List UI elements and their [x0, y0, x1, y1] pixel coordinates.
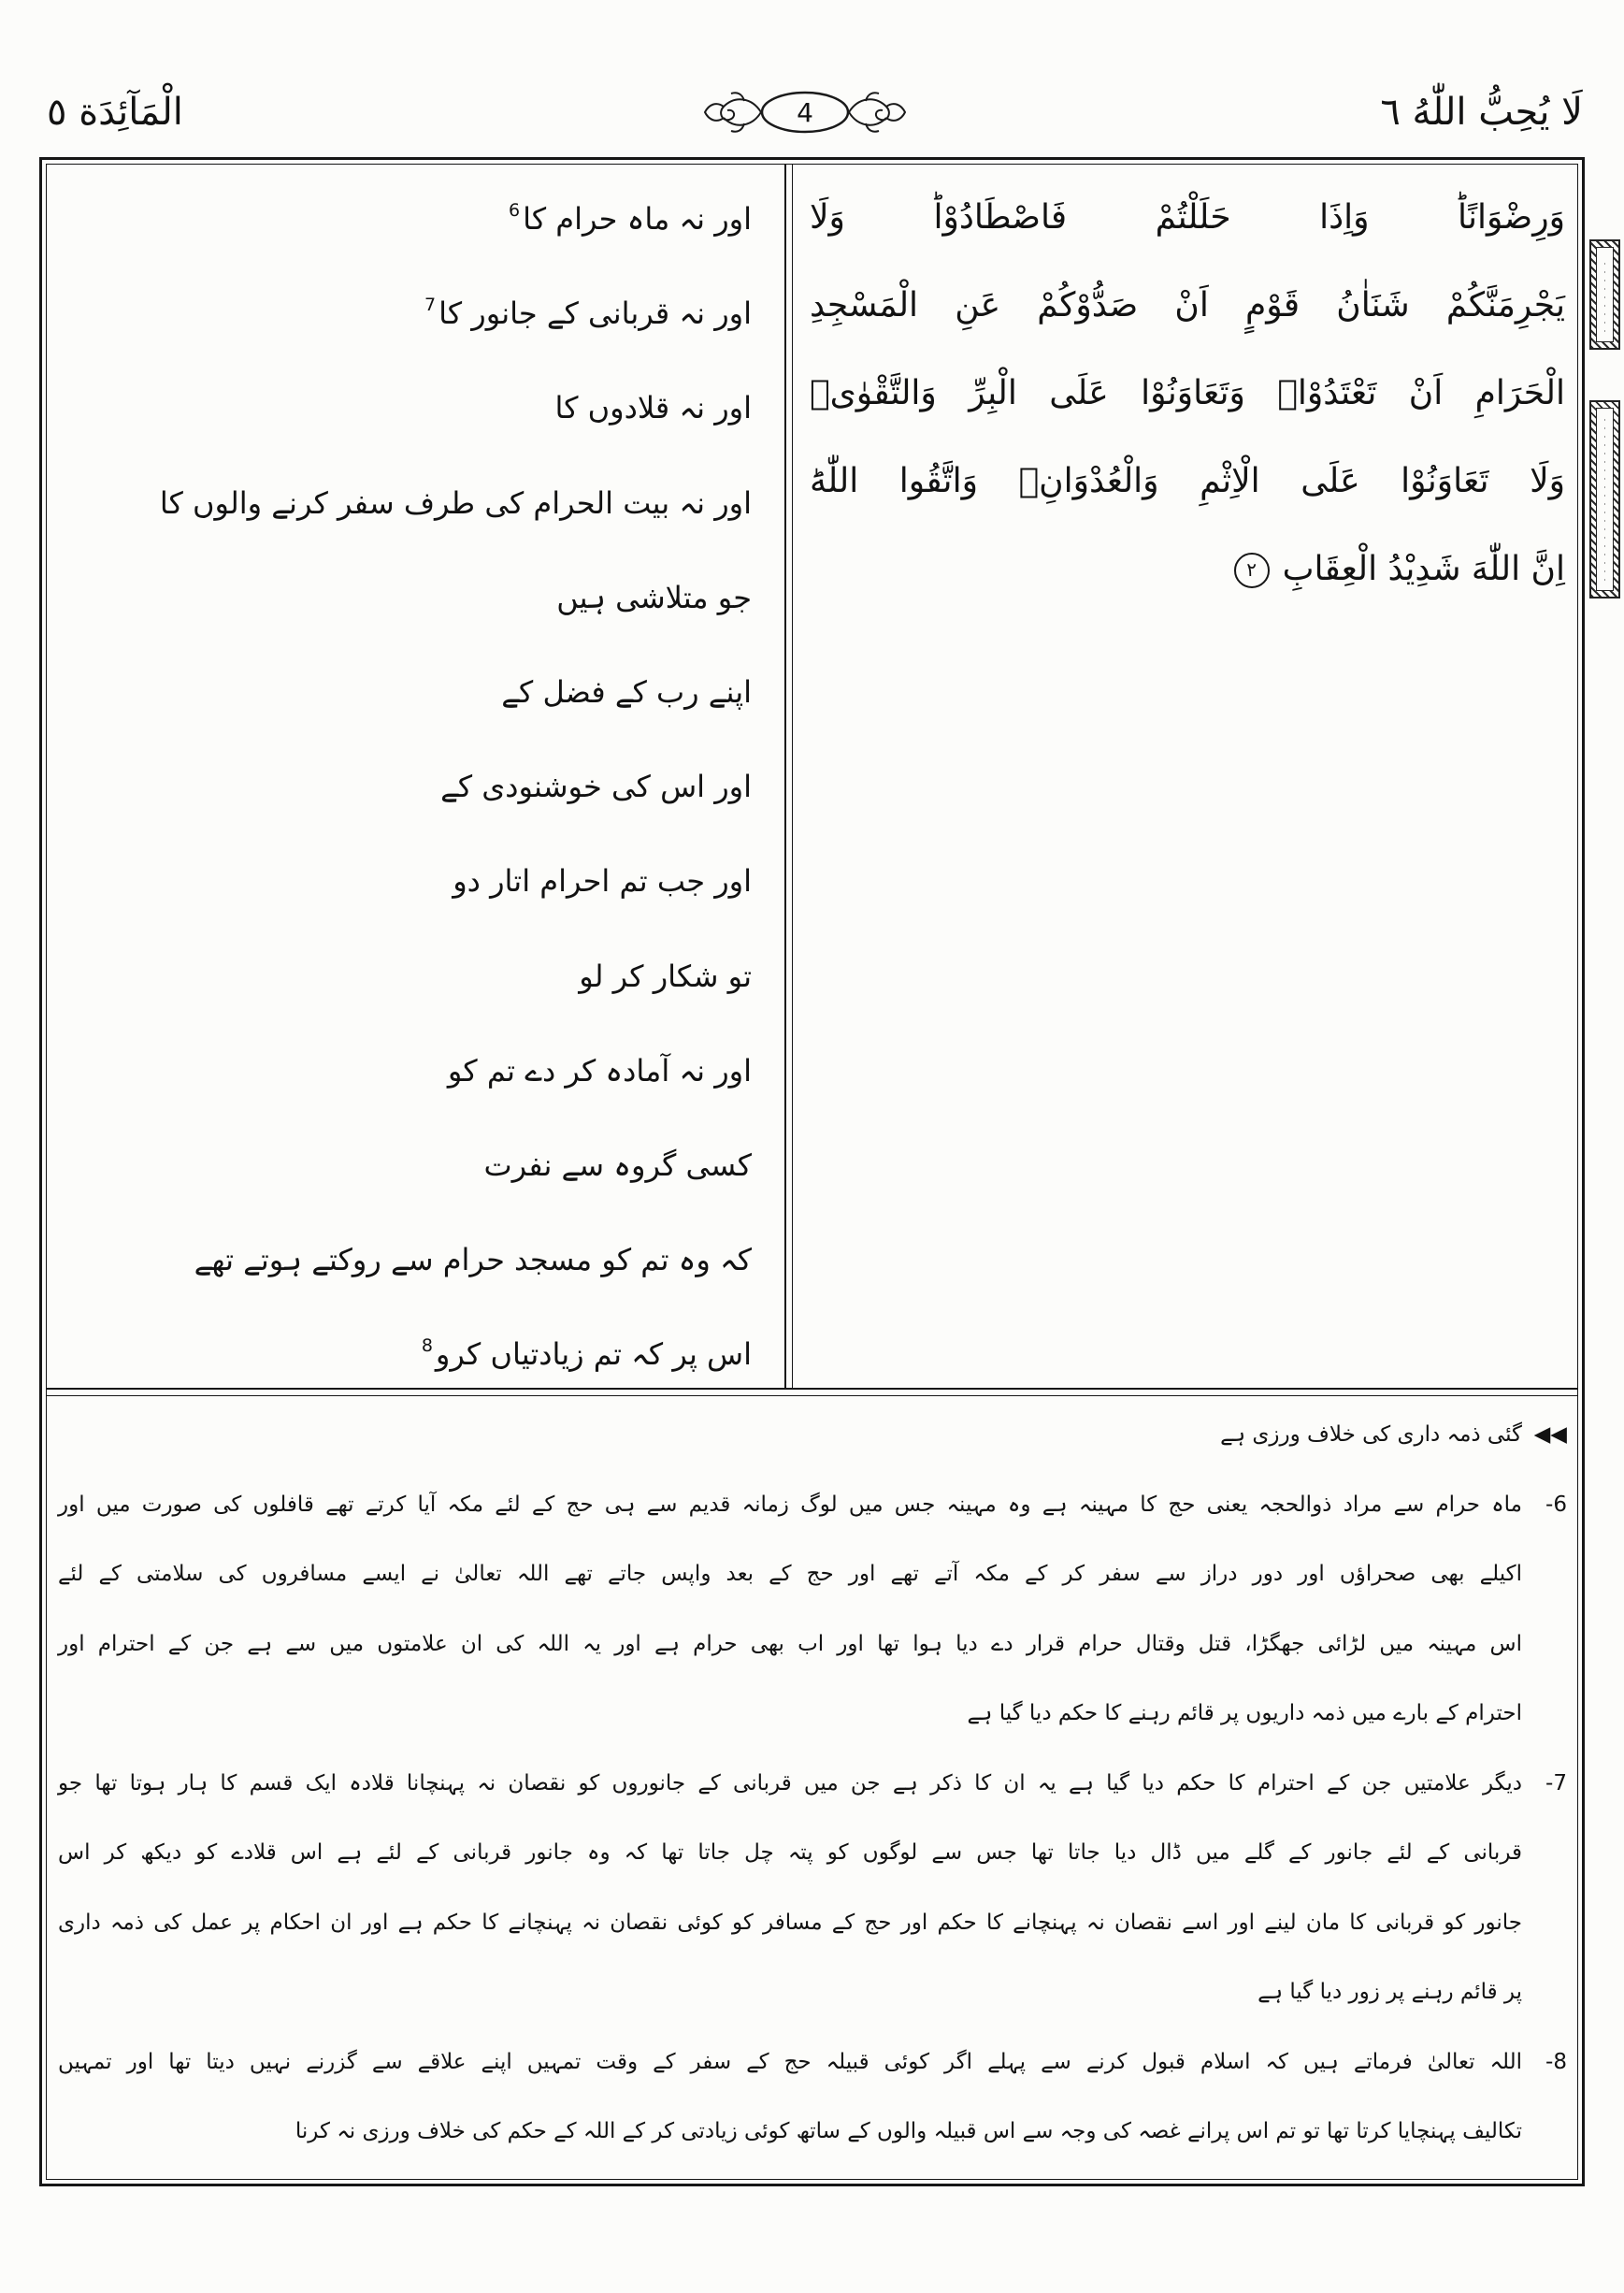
arabic-text-column [810, 174, 1565, 613]
footnote-text: ماہ حرام سے مراد ذوالحجہ یعنی حج کا مہینہ ہے وہ مہینہ جس میں لوگ زمانہ قدیم سے ہی حج کے لئے مکہ آیا کرتے تھے قافلوں کی صورت میں اور [58, 1492, 1522, 1517]
translation-line: تو شکار کر لو [579, 958, 752, 994]
translation-line: اپنے رب کے فضل کے [501, 673, 752, 710]
translation-text: اس پر کہ تم زیادتیاں کرو [435, 1336, 752, 1373]
footnote-text: اللہ تعالیٰ فرماتے ہیں کہ اسلام قبول کرنے سے پہلے اگر کوئی قبیلہ حج کے سفر کے وقت تمہیں اپنے علاقے سے گزرنے نہیں دیتا تھا اور تمہیں [58, 2049, 1522, 2074]
continuation-marker: ◀◀ [1533, 1422, 1567, 1447]
footnote-line: اکیلے بھی صحراؤں اور دور دراز سے سفر کر کے مکہ آتے تھے اور حج کے بعد واپس جاتے تھے اللہ تعالیٰ نے ایسے مسافروں کی سلامتی کے لئے [58, 1562, 1522, 1586]
footnote-line [58, 1749, 1569, 1819]
footnote-line [58, 2027, 1569, 2098]
header-surah-name: الْمَآئِدَة ٥ [47, 91, 183, 134]
footnote-line: اس مہینہ میں لڑائی جھگڑا، قتل وقتال حرام قرار دے دیا ہوا تھا اور اب بھی حرام ہے اور یہ اللہ کی ان علامتوں میں سے ہے جن کے احترام اور [58, 1631, 1522, 1656]
page-number-ornament [699, 86, 911, 138]
footnote-line: پر قائم رہنے پر زور دیا گیا ہے [1258, 1980, 1522, 2004]
footnote-line: قربانی کے لئے جانور کے گلے میں ڈال دیا جاتا تھا جس سے لوگوں کو پتہ چل جاتا تھا کہ وہ جانور قربانی کے لئے ہے اس قلادے کو دیکھ کر اس [58, 1840, 1522, 1865]
arabic-line: وَلَا تَعَاوَنُوْا عَلَى الْاِثْمِ وَالْعُدْوَانِۖ وَاتَّقُوا اللّٰهَؕ [810, 462, 1565, 500]
translation-line: اور جب تم احرام اتار دو [453, 863, 752, 900]
translation-line: اور نہ آمادہ کر دے تم کو [447, 1052, 752, 1089]
translation-text: اور نہ ماہ حرام کا [523, 201, 752, 237]
footnote-number: 6- [1545, 1492, 1567, 1517]
footnotes-section [58, 1400, 1569, 2167]
footnote-continuation [58, 1400, 1569, 1470]
footnote-number: 7- [1545, 1770, 1567, 1795]
footnote-ref: 7 [424, 295, 437, 316]
margin-marker-inner [1596, 247, 1614, 342]
arabic-line [810, 526, 1565, 613]
footnote-line: جانور کو قربانی کا مان لینے اور اسے نقصان نہ پہنچانے کا حکم اور حج کے مسافر کو کوئی نقصان نہ پہنچانے کا حکم ہے اور ان احکام پر عمل کی ذمہ داری [58, 1910, 1522, 1935]
footnote-ref: 8 [421, 1335, 433, 1357]
ayah-end-marker: ۲ [1234, 553, 1270, 588]
translation-line [60, 1307, 752, 1402]
translation-line: کہ وہ تم کو مسجد حرام سے روکتے ہوتے تھے [194, 1242, 752, 1278]
translation-text: اور نہ قربانی کے جانور کا [438, 296, 752, 332]
translation-line [60, 172, 752, 267]
manzil-marker-inner [1596, 408, 1614, 591]
translation-line: اور اس کی خوشنودی کے [440, 769, 752, 805]
translation-line: کسی گروہ سے نفرت [483, 1146, 752, 1183]
manzil-marker-ornament [1589, 400, 1620, 598]
footnote-line: گئی ذمہ داری کی خلاف ورزی ہے [1220, 1422, 1522, 1447]
margin-marker-ornament [1589, 239, 1620, 350]
page-number: 4 [797, 97, 813, 128]
translation-column [60, 172, 752, 1402]
arabic-line: يَجْرِمَنَّكُمْ شَنَاٰنُ قَوْمٍ اَنْ صَدُّوْكُمْ عَنِ الْمَسْجِدِ [810, 286, 1565, 324]
translation-line: اور نہ بیت الحرام کی طرف سفر کرنے والوں کا [159, 484, 752, 521]
footnote-ref: 6 [509, 200, 521, 221]
footnote-number: 8- [1545, 2049, 1567, 2074]
translation-line: جو متلاشی ہیں [556, 579, 752, 615]
footnote-text: دیگر علامتیں جن کے احترام کا حکم دیا گیا ہے یہ ان کا ذکر ہے جن میں قربانی کے جانوروں کو نقصان نہ پہنچانا قلادہ ایک قسم کا ہار ہوتا تھا جو [58, 1770, 1522, 1795]
translation-line [60, 267, 752, 361]
footnote-line: احترام کے بارے میں ذمہ داریوں پر قائم رہنے کا حکم دیا گیا ہے [967, 1701, 1522, 1725]
footnote-line: تکالیف پہنچایا کرتا تھا تو تم اس پرانے غصہ کی وجہ سے اس قبیلہ والوں کے ساتھ کوئی زیادتی کر کے اللہ کے حکم کی خلاف ورزی نہ کرنا [295, 2119, 1522, 2143]
arabic-line: وَرِضْوَانًاؕ وَاِذَا حَلَلْتُمْ فَاصْطَادُوْاؕ وَلَا [810, 198, 1565, 237]
arabic-line: الْحَرَامِ اَنْ تَعْتَدُوْاۘ وَتَعَاوَنُوْا عَلَى الْبِرِّ وَالتَّقْوٰىۖ [810, 374, 1565, 412]
header-juz-name: لَا يُحِبُّ اللّٰهُ ٦ [1380, 91, 1583, 134]
column-divider [784, 164, 793, 1390]
translation-line: اور نہ قلادوں کا [554, 390, 752, 426]
arabic-line-text: اِنَّ اللّٰهَ شَدِيْدُ الْعِقَابِ [1282, 550, 1565, 588]
footnote-line [58, 1470, 1569, 1540]
